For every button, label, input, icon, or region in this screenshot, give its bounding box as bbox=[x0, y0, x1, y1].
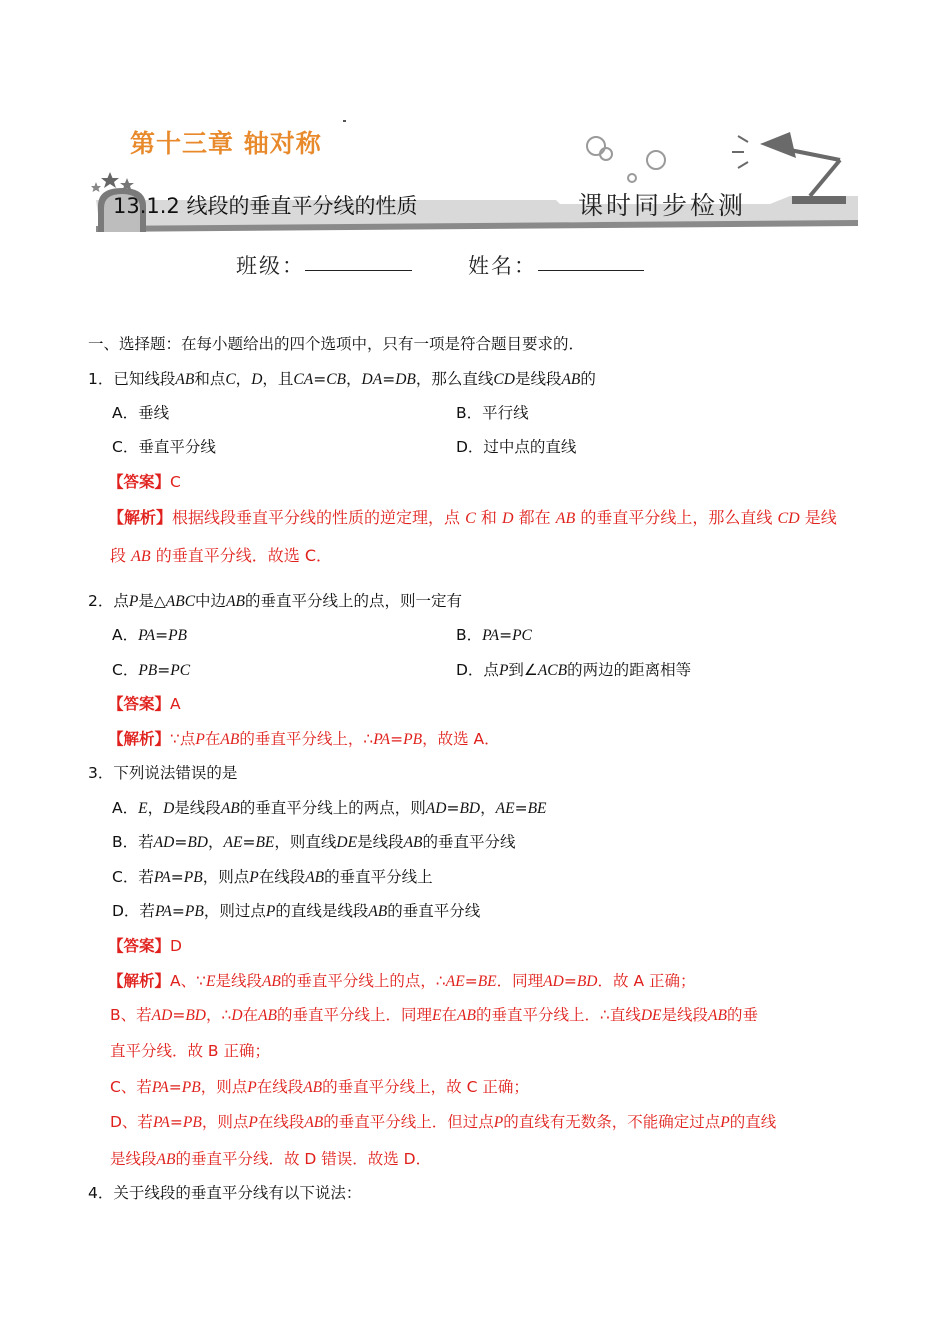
question-3-analysis-line4: C、若PA=PB，则点P在线段AB的垂直平分线上，故 C 正确； bbox=[110, 1078, 529, 1096]
question-2-option-d: D．点P到∠ACB的两边的距离相等 bbox=[456, 661, 692, 679]
question-1-option-d: D．过中点的直线 bbox=[456, 438, 577, 456]
question-3-option-b: B．若AD=BD，AE=BE，则直线DE是线段AB的垂直平分线 bbox=[112, 833, 516, 851]
name-blank bbox=[538, 270, 644, 271]
question-1-option-b: B．平行线 bbox=[456, 404, 529, 422]
question-1-stem: 1．已知线段AB和点C，D，且CA=CB，DA=DB，那么直线CD是线段AB的 bbox=[88, 370, 596, 388]
question-2-option-b: B．PA=PC bbox=[456, 626, 532, 644]
sync-test-label: 课时同步检测 bbox=[578, 191, 747, 220]
question-4-stem: 4．关于线段的垂直平分线有以下说法： bbox=[88, 1184, 362, 1202]
question-2-option-c: C．PB=PC bbox=[112, 661, 191, 679]
question-1-analysis-line2: 段 AB 的垂直平分线．故选 C． bbox=[110, 546, 332, 565]
section-intro: 一、选择题：在每小题给出的四个选项中，只有一项是符合题目要求的． bbox=[88, 335, 585, 353]
chapter-title: 第十三章 轴对称 bbox=[130, 129, 322, 158]
question-2-answer: 【答案】A bbox=[108, 695, 181, 713]
question-2-option-a: A．PA=PB bbox=[112, 626, 187, 644]
question-3-option-a: A．E，D是线段AB的垂直平分线上的两点，则AD=BD，AE=BE bbox=[112, 799, 547, 817]
bubbles-decoration bbox=[587, 137, 665, 182]
question-3-analysis-line3: 直平分线．故 B 正确； bbox=[110, 1042, 270, 1060]
class-blank bbox=[305, 270, 412, 271]
question-3-analysis-line5: D、若PA=PB，则点P在线段AB的垂直平分线上．但过点P的直线有无数条，不能确定过点P的直线 bbox=[110, 1113, 777, 1131]
question-3-option-c: C．若PA=PB，则点P在线段AB的垂直平分线上 bbox=[112, 868, 433, 886]
question-1-option-a: A．垂线 bbox=[112, 404, 170, 422]
question-2-analysis: 【解析】∵点P在AB的垂直平分线上，∴PA=PB，故选 A． bbox=[108, 730, 500, 748]
question-1-answer: 【答案】C bbox=[108, 473, 181, 491]
question-3-analysis-line2: B、若AD=BD，∴D在AB的垂直平分线上．同理E在AB的垂直平分线上．∴直线DE是线段AB的垂 bbox=[110, 1006, 758, 1024]
question-3-analysis-line1: 【解析】A、∵E是线段AB的垂直平分线上的点，∴AE=BE．同理AD=BD．故 A 正确； bbox=[108, 972, 696, 990]
question-3-answer: 【答案】D bbox=[108, 937, 182, 955]
class-label: 班级： bbox=[236, 254, 305, 278]
question-1-option-c: C．垂直平分线 bbox=[112, 438, 216, 456]
desk-lamp-icon bbox=[732, 132, 846, 204]
name-label: 姓名： bbox=[468, 254, 537, 278]
section-title: 13.1.2 线段的垂直平分线的性质 bbox=[113, 194, 418, 218]
question-2-stem: 2．点P是△ABC中边AB的垂直平分线上的点，则一定有 bbox=[88, 592, 463, 610]
question-3-stem: 3．下列说法错误的是 bbox=[88, 764, 238, 782]
question-3-analysis-line6: 是线段AB的垂直平分线．故 D 错误．故选 D． bbox=[110, 1150, 432, 1168]
question-1-analysis-line1: 【解析】根据线段垂直平分线的性质的逆定理，点 C 和 D 都在 AB 的垂直平分线上，那么直线 CD 是线 bbox=[108, 508, 837, 527]
question-3-option-d: D．若PA=PB，则过点P的直线是线段AB的垂直平分线 bbox=[112, 902, 481, 920]
